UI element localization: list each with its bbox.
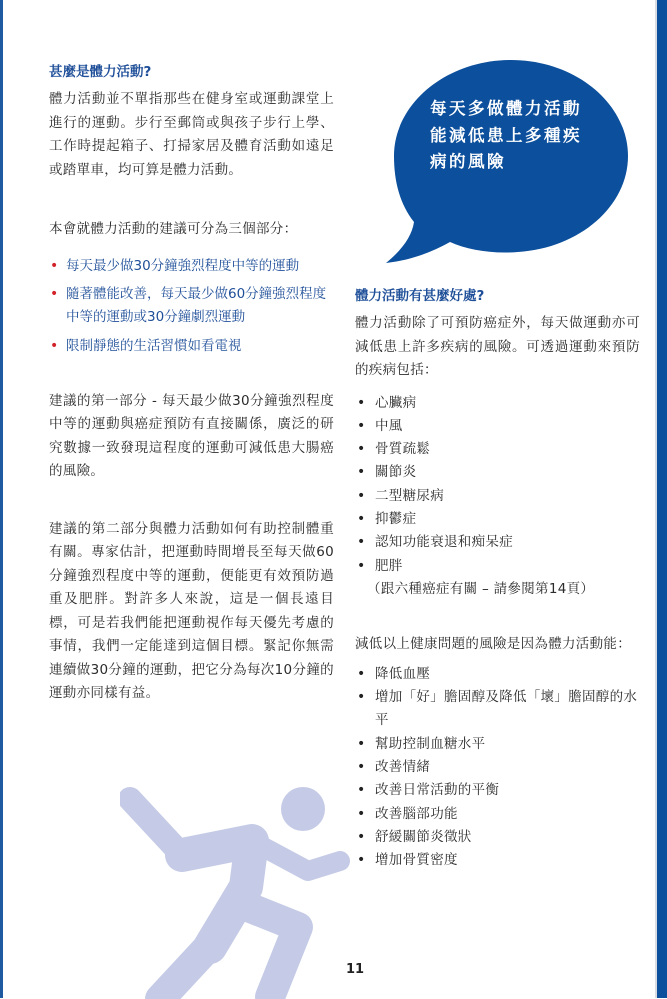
bullet-dot-icon: • <box>357 534 366 551</box>
bullet-dot-icon: • <box>357 441 366 458</box>
bullet-dot-icon: • <box>357 394 366 411</box>
part-one-paragraph: 建議的第一部分 - 每天最少做30分鐘強烈程度中等的運動與癌症預防有直接關係，廣泛的研究數據一致發現這程度的運動可減低患大腸癌的風險。 <box>49 392 334 479</box>
benefits-heading: 體力活動有甚麼好處? <box>355 288 485 304</box>
bullet-dot-icon: • <box>357 417 366 434</box>
right-edge-shadow <box>655 0 657 998</box>
list-item: • 心臟病 <box>355 392 640 415</box>
left-column <box>49 62 334 706</box>
list-item: • 肥胖 <box>355 555 640 578</box>
bullet-dot-icon: • <box>50 257 59 274</box>
list-item: • 幫助控制血糖水平 <box>355 733 640 756</box>
callout-text: 每天多做體力活動能減低患上多種疾病的風險 <box>430 99 582 171</box>
list-item: • 認知功能衰退和痴呆症 <box>355 531 640 554</box>
physical-activity-definition: 體力活動並不單指那些在健身室或運動課堂上進行的運動。步行至郵筒或與孩子步行上學、工作時提起箱子、打掃家居及體育活動如遠足或踏單車，均可算是體力活動。 <box>49 91 334 178</box>
benefits-intro: 體力活動除了可預防癌症外，每天做運動亦可減低患上許多疾病的風險。可透過運動來預防的疾病包括： <box>355 315 640 378</box>
list-item: • 隨著體能改善，每天最少做60分鐘強烈程度中等的運動或30分鐘劇烈運動 <box>49 283 334 329</box>
benefits-reason-intro: 減低以上健康問題的風險是因為體力活動能： <box>355 636 631 653</box>
list-item: • 限制靜態的生活習慣如看電視 <box>49 335 334 358</box>
part-two-paragraph: 建議的第二部分與體力活動如何有助控制體重有關。專家估計，把運動時間增長至每天做60分鐘強烈程度中等的運動，便能更有效預防過重及肥胖。對許多人來說，這是一個長遠目標，可是若我們能把運動視作每天優先考慮的事情，我們一定能達到這個目標。緊記你無需連續做30分鐘的運動，把它分為每次10分鐘的運動亦同樣有益。 <box>49 520 334 701</box>
bullet-dot-icon: • <box>357 759 366 776</box>
list-item: • 改善日常活動的平衡 <box>355 779 640 802</box>
bullet-dot-icon: • <box>50 285 59 302</box>
list-item: • 增加「好」膽固醇及降低「壞」膽固醇的水平 <box>355 686 640 733</box>
right-edge-bar <box>657 0 667 998</box>
bullet-dot-icon: • <box>357 689 366 706</box>
recommendation-intro: 本會就體力活動的建議可分為三個部分： <box>49 221 298 237</box>
list-item: • 關節炎 <box>355 461 640 484</box>
list-item: • 二型糖尿病 <box>355 485 640 508</box>
right-column <box>355 286 640 873</box>
recommendation-list <box>49 255 334 358</box>
bullet-dot-icon: • <box>357 510 366 527</box>
bullet-dot-icon: • <box>357 735 366 752</box>
bullet-dot-icon: • <box>357 665 366 682</box>
bullet-dot-icon: • <box>357 782 366 799</box>
list-item: • 抑鬱症 <box>355 508 640 531</box>
bullet-dot-icon: • <box>357 852 366 869</box>
list-item: • 中風 <box>355 415 640 438</box>
left-edge-line <box>0 0 3 998</box>
list-item: • 骨質疏鬆 <box>355 438 640 461</box>
running-person-icon <box>120 775 360 999</box>
bullet-dot-icon: • <box>357 557 366 574</box>
what-is-physical-activity-heading: 甚麼是體力活動? <box>49 64 152 80</box>
benefit-list <box>355 663 640 873</box>
disease-list <box>355 392 640 578</box>
obesity-cancer-note: （跟六種癌症有關 – 請參閱第14頁） <box>367 580 595 597</box>
list-item: • 增加骨質密度 <box>355 849 640 872</box>
list-item: • 改善腦部功能 <box>355 803 640 826</box>
page-number: 11 <box>345 962 365 977</box>
bullet-dot-icon: • <box>357 487 366 504</box>
list-item: • 每天最少做30分鐘強烈程度中等的運動 <box>49 255 334 278</box>
list-item: • 降低血壓 <box>355 663 640 686</box>
list-item: • 改善情緒 <box>355 756 640 779</box>
bullet-dot-icon: • <box>357 828 366 845</box>
bullet-dot-icon: • <box>357 805 366 822</box>
bullet-dot-icon: • <box>357 464 366 481</box>
bullet-dot-icon: • <box>50 337 59 354</box>
list-item: • 舒緩關節炎徵狀 <box>355 826 640 849</box>
